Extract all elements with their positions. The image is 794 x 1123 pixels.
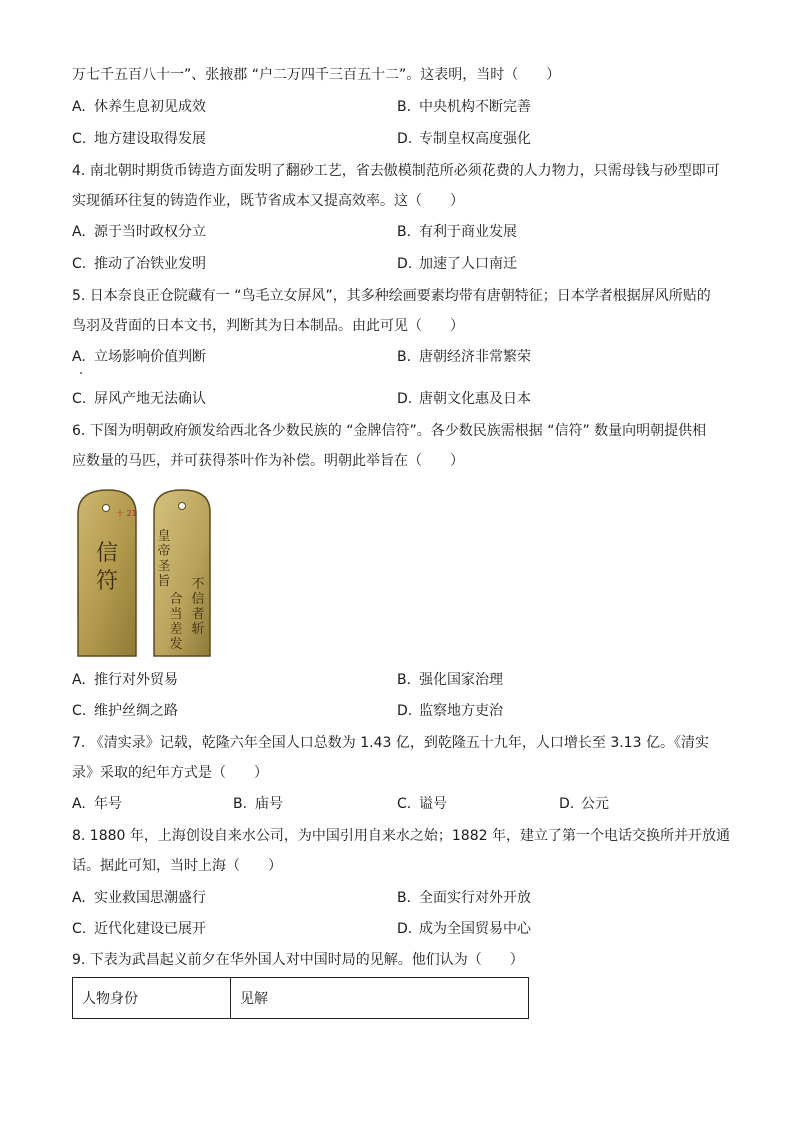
q9-header-identity: 人物身份 [73,978,231,1019]
q5-option-b[interactable]: B. 唐朝经济非常繁荣 [397,349,531,365]
right-tally-col3-char3: 者 [191,607,205,622]
stray-mark [80,372,82,374]
right-tally-col2-char2: 当 [169,607,183,622]
q8-option-a[interactable]: A. 实业救国思潮盛行 [72,890,206,906]
q9-header-view: 见解 [231,978,529,1019]
left-tally-hole [103,505,110,512]
right-tally-col1-char2: 帝 [157,544,171,559]
q7-stem-line1: 7. 《清实录》记载，乾隆六年全国人口总数为 1.43 亿，到乾隆五十九年，人口增长至 3.13 亿。《清实 [72,735,709,751]
left-tally-mark: 十 21 [116,509,137,518]
q7-option-c[interactable]: C. 谥号 [397,796,447,812]
q5-option-a[interactable]: A. 立场影响价值判断 [72,349,206,365]
q8-option-b[interactable]: B. 全面实行对外开放 [397,890,531,906]
left-tally-char-2: 符 [95,569,119,594]
q8-stem-line1: 8. 1880 年，上海创设自来水公司，为中国引用自来水之始；1882 年，建立了第一个电话交换所并开放通 [72,828,730,844]
left-tally-char-1: 信 [95,541,119,566]
right-tally-col1-char3: 圣 [157,559,171,574]
q3-stem: 万七千五百八十一”、张掖郡 “户二万四千三百五十二”。这表明，当时（ ） [72,67,561,83]
right-tally-col3-char2: 信 [191,592,205,607]
right-tally-hole [179,503,186,510]
right-tally-col2-char4: 发 [169,637,183,652]
right-tally-col1-char1: 皇 [157,529,171,544]
q8-stem-line2: 话。据此可知，当时上海（ ） [72,858,282,874]
q9-table-header-row [73,978,529,1019]
q5-stem-line1: 5. 日本奈良正仓院藏有一 “鸟毛立女屏风”，其多种绘画要素均带有唐朝特征；日本学者根据屏风所贴的 [72,288,711,304]
tally-photo [76,488,216,660]
q6-option-a[interactable]: A. 推行对外贸易 [72,672,178,688]
q6-stem-line2: 应数量的马匹，并可获得茶叶作为补偿。明朝此举旨在（ ） [72,453,464,469]
q8-option-c[interactable]: C. 近代化建设已展开 [72,921,206,937]
q6-option-c[interactable]: C. 维护丝绸之路 [72,703,178,719]
q9-stem: 9. 下表为武昌起义前夕在华外国人对中国时局的见解。他们认为（ ） [72,952,524,968]
q6-option-d[interactable]: D. 监察地方吏治 [397,703,503,719]
right-tally-col3-char4: 斩 [191,622,205,637]
right-tally-col2-char1: 合 [169,592,183,607]
q6-option-b[interactable]: B. 强化国家治理 [397,672,503,688]
right-tally-col3-char1: 不 [191,577,205,592]
golden-tally-figure [76,488,216,660]
right-tally-col1-char4: 旨 [157,574,171,589]
q3-option-d[interactable]: D. 专制皇权高度强化 [397,131,531,147]
q7-option-d[interactable]: D. 公元 [559,796,609,812]
q4-option-a[interactable]: A. 源于当时政权分立 [72,224,206,240]
q4-option-d[interactable]: D. 加速了人口南迁 [397,256,517,272]
q3-option-b[interactable]: B. 中央机构不断完善 [397,99,531,115]
q5-option-d[interactable]: D. 唐朝文化惠及日本 [397,391,531,407]
q3-option-c[interactable]: C. 地方建设取得发展 [72,131,206,147]
q7-stem-line2: 录》采取的纪年方式是（ ） [72,765,268,781]
q4-stem-line1: 4. 南北朝时期货币铸造方面发明了翻砂工艺，省去傲模制范所必须花费的人力物力，只需母钱与砂型即可 [72,163,720,179]
q5-option-c[interactable]: C. 屏风产地无法确认 [72,391,206,407]
q5-stem-line2: 鸟羽及背面的日本文书，判断其为日本制品。由此可见（ ） [72,318,464,334]
q4-option-c[interactable]: C. 推动了冶铁业发明 [72,256,206,272]
q8-option-d[interactable]: D. 成为全国贸易中心 [397,921,531,937]
q9-table [72,977,529,1019]
q4-stem-line2: 实现循环往复的铸造作业，既节省成本又提高效率。这（ ） [72,193,464,209]
q4-option-b[interactable]: B. 有利于商业发展 [397,224,517,240]
right-tally-col2-char3: 差 [169,622,183,637]
q6-stem-line1: 6. 下图为明朝政府颁发给西北各少数民族的 “金牌信符”。各少数民族需根据 “信符” 数量向明朝提供相 [72,423,707,439]
q7-option-b[interactable]: B. 庙号 [233,796,283,812]
q3-option-a[interactable]: A. 休养生息初见成效 [72,99,206,115]
q7-option-a[interactable]: A. 年号 [72,796,122,812]
